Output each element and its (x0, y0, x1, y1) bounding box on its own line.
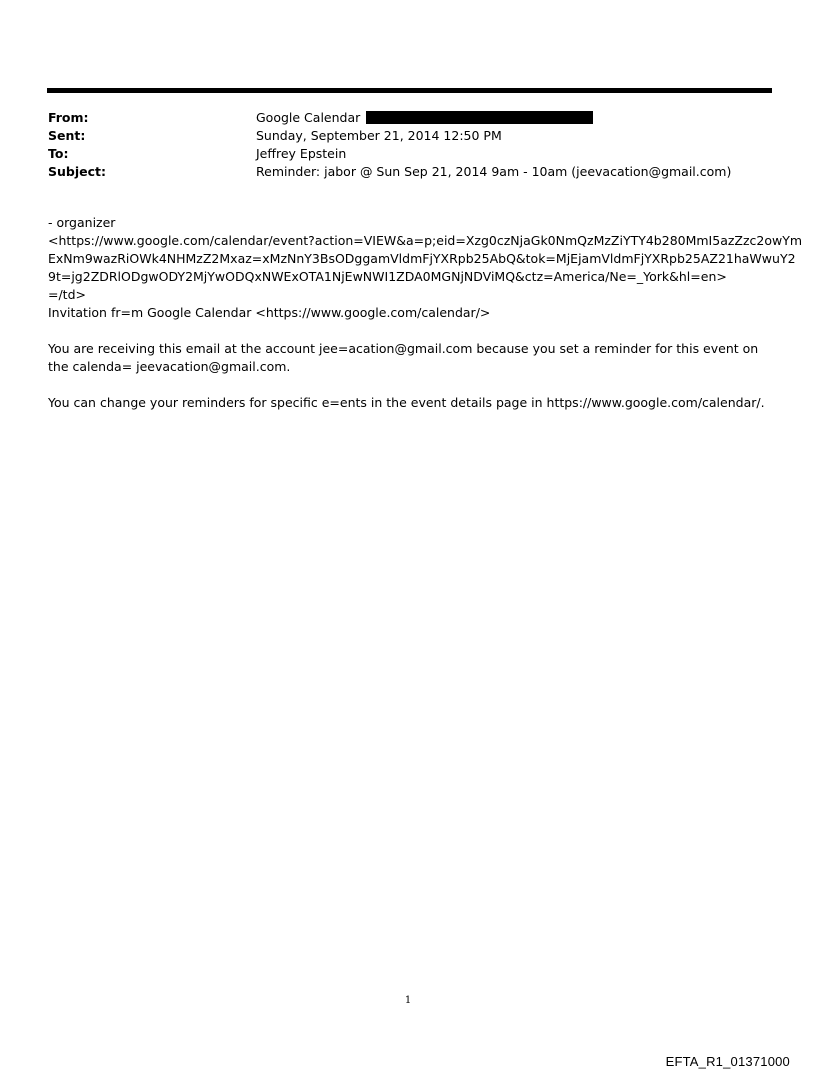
subject-value: Reminder: jabor @ Sun Sep 21, 2014 9am - 10am (jeevacation@gmail.com) (256, 164, 732, 179)
from-value (256, 109, 593, 127)
to-value: Jeffrey Epstein (256, 146, 347, 161)
from-row (48, 109, 772, 127)
invitation-line: Invitation fr=m Google Calendar <https://www.google.com/calendar/> (48, 305, 491, 320)
from-label: From: (48, 110, 89, 125)
from-value-text: Google Calendar (256, 110, 361, 125)
organizer-line: - organizer (48, 215, 116, 230)
redaction-box (366, 111, 593, 124)
bates-number: EFTA_R1_01371000 (665, 1054, 790, 1069)
to-label: To: (48, 146, 69, 161)
sent-label: Sent: (48, 128, 86, 143)
page-number: 1 (404, 995, 412, 1006)
link-line: =/td> (48, 287, 86, 302)
subject-row (48, 163, 772, 181)
event-link[interactable] (48, 232, 803, 304)
email-header (48, 109, 772, 181)
sent-value: Sunday, September 21, 2014 12:50 PM (256, 128, 502, 143)
link-line: ExNm9wazRiOWk4NHMzZ2Mxaz=xMzNnY3BsODggamVldmFjYXRpb25AbQ&tok=MjEjamVldmFjYXRpb25AZ21haWwuY2 (48, 251, 796, 266)
sent-row (48, 127, 772, 145)
change-reminders-paragraph: You can change your reminders for specific e=ents in the event details page in https://www.google.com/calendar/. (48, 395, 765, 410)
header-rule (47, 88, 772, 93)
link-line: 9t=jg2ZDRlODgwODY2MjYwODQxNWExOTA1NjEwNWI1ZDA0MGNjNDViMQ&ctz=America/Ne=_York&hl=en> (48, 269, 727, 284)
subject-label: Subject: (48, 164, 106, 179)
link-line: <https://www.google.com/calendar/event?action=VIEW&a=p;eid=Xzg0czNjaGk0NmQzMzZiYTY4b280MmI5azZzc2owYm (48, 233, 803, 248)
email-body (48, 214, 803, 412)
to-row (48, 145, 772, 163)
receiving-paragraph: You are receiving this email at the account jee=acation@gmail.com because you set a reminder for this event on the calenda= jeevacation@gmail.com. (48, 341, 759, 374)
